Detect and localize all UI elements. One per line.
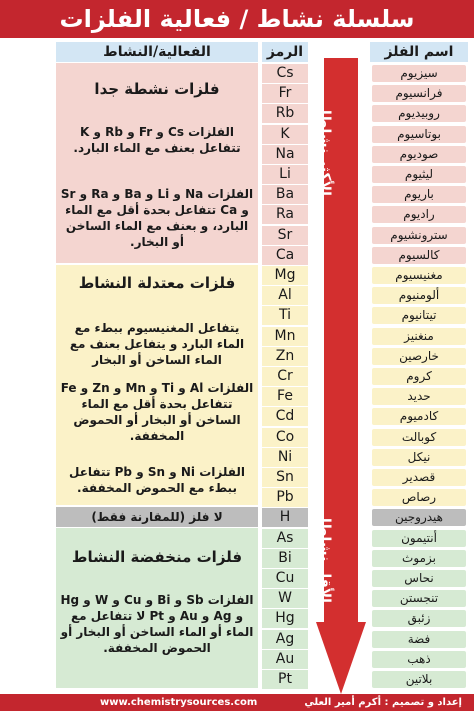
element-symbol: Ca bbox=[262, 246, 308, 265]
zone-hydrogen-text: لا فلز (للمقارنة فقط) bbox=[91, 510, 223, 524]
element-name: تنجستن bbox=[372, 590, 466, 607]
element-name: خارصين bbox=[372, 348, 466, 365]
element-name: بوتاسيوم bbox=[372, 126, 466, 143]
element-name: كروم bbox=[372, 368, 466, 385]
element-symbol: Ba bbox=[262, 185, 308, 204]
element-symbol: Sn bbox=[262, 468, 308, 487]
element-name: سترونشيوم bbox=[372, 227, 466, 244]
element-symbol: H bbox=[262, 508, 308, 527]
element-symbol: Ti bbox=[262, 306, 308, 325]
element-name: تيتانيوم bbox=[372, 307, 466, 324]
element-name: ألومنيوم bbox=[372, 287, 466, 304]
element-name: حديد bbox=[372, 388, 466, 405]
element-symbol: Ra bbox=[262, 205, 308, 224]
element-name: ليثيوم bbox=[372, 166, 466, 183]
element-name: سيزيوم bbox=[372, 65, 466, 82]
header-name: اسم الفلز bbox=[370, 42, 468, 62]
element-symbol: Fr bbox=[262, 84, 308, 103]
element-symbol: Na bbox=[262, 145, 308, 164]
element-name: باريوم bbox=[372, 186, 466, 203]
element-symbol: Hg bbox=[262, 609, 308, 628]
element-symbol: Cr bbox=[262, 367, 308, 386]
element-name: نحاس bbox=[372, 570, 466, 587]
element-name: روبيديوم bbox=[372, 105, 466, 122]
page-title: سلسلة نشاط / فعالية الفلزات bbox=[0, 0, 474, 38]
element-symbol: Au bbox=[262, 650, 308, 669]
zone-low-text-1: الفلزات Sb و Bi و Cu و W و Hg و Ag و Au و Pt لا تتفاعل مع الماء أو الماء الساخن أو البخار أو الحموض المخففة. bbox=[60, 593, 254, 655]
zone-moderate-text-1: يتفاعل المغنيسيوم ببطء مع الماء البارد و يتفاعل بعنف مع الماء الساخن أو البخار bbox=[69, 321, 245, 367]
element-symbol: As bbox=[262, 529, 308, 548]
zone-moderate-text-3: الفلزات Ni و Sn و Pb تتفاعل ببطء مع الحموض المخففة. bbox=[69, 465, 245, 495]
element-name: راديوم bbox=[372, 206, 466, 223]
element-name: كالسيوم bbox=[372, 247, 466, 264]
element-name: صوديوم bbox=[372, 146, 466, 163]
element-symbol: Al bbox=[262, 286, 308, 305]
element-symbol: Ag bbox=[262, 630, 308, 649]
element-symbol: Cu bbox=[262, 569, 308, 588]
element-symbol: Bi bbox=[262, 549, 308, 568]
zone-low-title: فلزات منخفضة النشاط bbox=[71, 548, 243, 566]
element-name: قصدير bbox=[372, 469, 466, 486]
element-symbol: Mn bbox=[262, 327, 308, 346]
element-symbol: Li bbox=[262, 165, 308, 184]
arrow-label-most-active: الأكثر نشاطا bbox=[317, 110, 333, 196]
element-symbol: Pb bbox=[262, 488, 308, 507]
element-symbol: Co bbox=[262, 428, 308, 447]
element-symbol: Pt bbox=[262, 670, 308, 689]
arrow-label-least-active: الأقل نشاطا bbox=[317, 518, 333, 603]
element-name: بزموث bbox=[372, 550, 466, 567]
header-symbol: الرمز bbox=[262, 42, 308, 62]
element-symbol: Zn bbox=[262, 347, 308, 366]
zone-very-text-2: الفلزات Na و Li و Ba و Ra و Sr و Ca تتفاعل بحدة أقل مع الماء البارد، و بعنف مع الماء الساخن أو البخار. bbox=[60, 187, 254, 249]
arrow-head bbox=[316, 622, 366, 694]
element-name: منغنيز bbox=[372, 328, 466, 345]
zone-very-text-1: الفلزات Cs و Fr و Rb و K تتفاعل بعنف مع الماء البارد. bbox=[73, 125, 241, 155]
element-name: هيدروجين bbox=[372, 509, 466, 526]
element-name: مغنيسيوم bbox=[372, 267, 466, 284]
zone-moderate-text-2: الفلزات Al و Ti و Mn و Zn و Fe تتفاعل بحدة أقل مع الماء الساخن أو البخار أو الحموض المخففة. bbox=[60, 381, 254, 443]
element-symbol: W bbox=[262, 589, 308, 608]
element-symbol: Mg bbox=[262, 266, 308, 285]
element-name: كوبالت bbox=[372, 429, 466, 446]
element-name: رصاص bbox=[372, 489, 466, 506]
element-name: ذهب bbox=[372, 651, 466, 668]
footer-url[interactable]: www.chemistrysources.com bbox=[100, 697, 258, 708]
element-name: كادميوم bbox=[372, 408, 466, 425]
element-name: زئبق bbox=[372, 610, 466, 627]
header-activity: الفعالية/النشاط bbox=[56, 42, 258, 62]
element-name: فرانسيوم bbox=[372, 85, 466, 102]
zone-very-title: فلزات نشطة جدا bbox=[94, 80, 220, 98]
element-symbol: K bbox=[262, 125, 308, 144]
element-name: نيكل bbox=[372, 449, 466, 466]
element-symbol: Rb bbox=[262, 104, 308, 123]
element-name: أنتيمون bbox=[372, 530, 466, 547]
element-symbol: Sr bbox=[262, 226, 308, 245]
footer bbox=[0, 694, 474, 711]
element-name: بلاتين bbox=[372, 671, 466, 688]
footer-credit: إعداد و تصميم : أكرم أمير العلي bbox=[304, 697, 462, 708]
element-symbol: Cd bbox=[262, 407, 308, 426]
zone-moderate-title: فلزات معتدلة النشاط bbox=[78, 274, 236, 292]
element-symbol: Ni bbox=[262, 448, 308, 467]
element-symbol: Fe bbox=[262, 387, 308, 406]
element-name: فضة bbox=[372, 631, 466, 648]
element-symbol: Cs bbox=[262, 64, 308, 83]
